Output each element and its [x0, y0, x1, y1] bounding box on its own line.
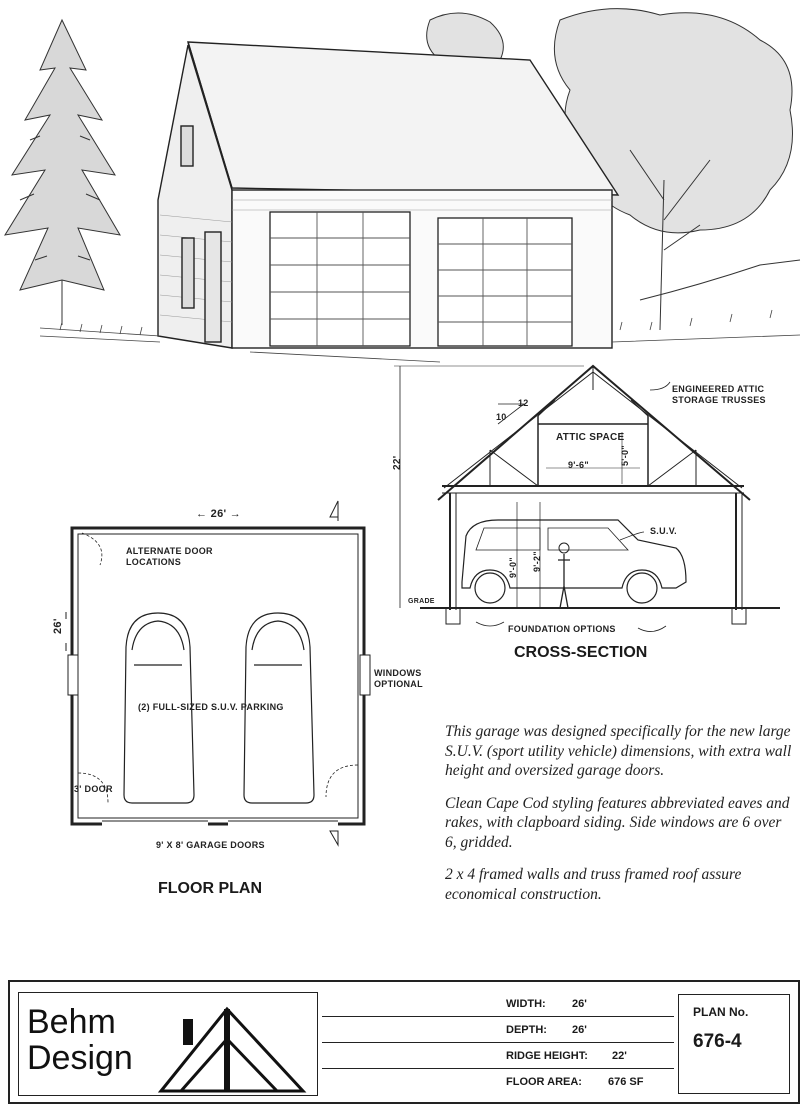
logo-mark	[157, 999, 307, 1095]
wall-height-1: 9'-0"	[508, 557, 518, 578]
floor-depth-dimension: 26'	[52, 618, 64, 634]
logo-behm: Behm	[27, 1003, 116, 1041]
floor-plan-title: FLOOR PLAN	[158, 880, 262, 897]
trusses-label: ENGINEERED ATTIC STORAGE TRUSSES	[672, 384, 766, 405]
spec-row: DEPTH: 26'	[322, 1020, 674, 1043]
attic-height-dim: 5'-0"	[620, 445, 630, 466]
logo-design: Design	[27, 1039, 133, 1077]
description-paragraph-2: Clean Cape Cod styling features abbreviated eaves and rakes, with clapboard siding. Side windows are 6 over 6, gridded.	[445, 794, 790, 851]
ridge-height-dimension: 22'	[392, 455, 403, 470]
attic-space-label: ATTIC SPACE	[556, 432, 625, 443]
cross-section-title: CROSS-SECTION	[514, 644, 648, 661]
suv-parking-label: (2) FULL-SIZED S.U.V. PARKING	[138, 702, 284, 712]
plan-number: 676-4	[693, 1031, 742, 1052]
description-text	[445, 722, 795, 917]
description-paragraph-3: 2 x 4 framed walls and truss framed roof assure economical construction.	[445, 866, 742, 903]
spec-table	[322, 994, 674, 1098]
spec-row: WIDTH: 26'	[322, 994, 674, 1017]
left-evergreen-tree	[5, 20, 120, 325]
plan-number-box	[678, 994, 790, 1094]
alternate-door-label: ALTERNATE DOOR LOCATIONS	[126, 546, 213, 567]
spec-row: RIDGE HEIGHT: 22'	[322, 1046, 674, 1069]
logo-box	[18, 992, 318, 1096]
suv-label: S.U.V.	[650, 526, 677, 536]
floor-width-dimension: ← 26' →	[196, 508, 242, 520]
pitch-rise: 10	[496, 412, 507, 422]
foundation-options-label: FOUNDATION OPTIONS	[508, 624, 616, 634]
title-block	[8, 980, 800, 1104]
plan-no-label: PLAN No.	[693, 1005, 749, 1019]
description-paragraph-1: This garage was designed specifically for the new large S.U.V. (sport utility vehicle) dimensions, with extra wall height and oversized garage doors.	[445, 723, 792, 779]
garage-doors-label: 9' X 8' GARAGE DOORS	[156, 840, 265, 850]
wall-height-2: 9'-2"	[532, 551, 542, 572]
grade-label: GRADE	[408, 598, 435, 605]
pitch-run: 12	[518, 398, 529, 408]
attic-width-dim: 9'-6"	[568, 460, 589, 470]
spec-row: FLOOR AREA: 676 SF	[506, 1076, 644, 1088]
door-label: 3' DOOR	[74, 784, 113, 794]
windows-optional-label: WINDOWS OPTIONAL	[374, 668, 423, 689]
garage-elevation-drawing	[0, 0, 804, 365]
